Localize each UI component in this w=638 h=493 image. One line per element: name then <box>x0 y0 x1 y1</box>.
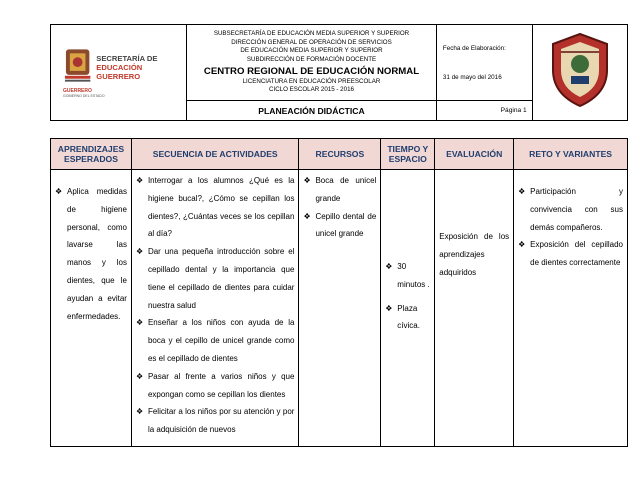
gov-line-3: DE EDUCACIÓN MEDIA SUPERIOR Y SUPERIOR <box>240 47 383 55</box>
page-number: Página 1 <box>436 101 532 121</box>
logo-text-line1: SECRETARÍA DE <box>96 53 158 63</box>
bullet-icon: ❖ <box>135 371 144 381</box>
table-header-row <box>51 139 628 170</box>
col-header-secuencia: SECUENCIA DE ACTIVIDADES <box>131 139 299 170</box>
bullet-icon: ❖ <box>303 211 311 221</box>
cell-tiempo <box>381 170 435 447</box>
planning-table <box>50 138 628 447</box>
guerrero-emblem-icon <box>63 47 92 87</box>
table-row <box>51 170 628 447</box>
cell-reto <box>514 170 628 447</box>
date-label: Fecha de Elaboración: <box>442 44 506 52</box>
recurso-1: Boca de unicel grande <box>315 176 377 203</box>
actividad-5: Felicitar a los niños por su atención y por la adquisición de nuevos <box>147 407 295 435</box>
program-name: LICENCIATURA EN EDUCACIÓN PREESCOLAR <box>242 77 381 85</box>
bullet-icon: ❖ <box>135 407 144 417</box>
institution-cell <box>187 25 437 101</box>
bullet-icon: ❖ <box>518 187 526 196</box>
col-header-aprendizajes: APRENDIZAJES ESPERADOS <box>51 139 132 170</box>
cell-aprendizajes <box>51 170 132 447</box>
document-header <box>50 24 628 121</box>
gov-line-1: SUBSECRETARÍA DE EDUCACIÓN MEDIA SUPERIOR Y SUPERIOR <box>213 30 410 38</box>
cell-recursos <box>299 170 381 447</box>
school-name: CENTRO REGIONAL DE EDUCACIÓN NORMAL <box>203 65 420 77</box>
reto-2: Exposición del cepillado de dientes correctamente <box>530 240 623 268</box>
cell-secuencia <box>131 170 299 447</box>
tiempo-2: Plaza cívica. <box>397 303 420 331</box>
bullet-icon: ❖ <box>518 240 526 250</box>
gov-line-4: SUBDIRECCIÓN DE FORMACIÓN DOCENTE <box>246 55 377 63</box>
bullet-icon: ❖ <box>135 176 144 185</box>
recurso-2: Cepillo dental de unicel grande <box>315 211 377 239</box>
bullet-icon: ❖ <box>55 187 63 196</box>
bullet-icon: ❖ <box>135 247 144 257</box>
col-header-reto: RETO Y VARIANTES <box>514 139 628 170</box>
aprendizaje-text: Aplica medidas de higiene personal, como lavarse las manos y los dientes, que le ayudan a evitar enfermedades. <box>67 187 127 321</box>
date-cell <box>436 25 532 101</box>
gov-line-2: DIRECCIÓN GENERAL DE OPERACIÓN DE SERVICIOS <box>231 38 392 46</box>
logo-caption2: GOBIERNO DEL ESTADO <box>63 94 105 98</box>
actividad-1: Interrogar a los alumnos ¿Qué es la higiene bucal?, ¿Cómo se cepillan los dientes?, ¿Cuántas veces se los cepillan al día? <box>147 176 295 239</box>
tiempo-1: 30 minutos . <box>397 262 430 289</box>
bullet-icon: ❖ <box>385 303 393 313</box>
logo-text-line2: EDUCACIÓN GUERRERO <box>96 62 143 81</box>
bullet-icon: ❖ <box>303 176 311 185</box>
school-cycle: CICLO ESCOLAR 2015 - 2016 <box>269 86 354 94</box>
actividad-4: Pasar al frente a varios niños y que expongan como se cepillan los dientes <box>147 371 295 399</box>
reto-1: Participación y convivencia con sus demás compañeros. <box>530 187 623 232</box>
actividad-3: Enseñar a los niños con ayuda de la boca y el cepillo de unicel grande como es el cepillado de dientes <box>147 318 295 363</box>
date-value: 31 de mayo del 2016 <box>442 73 502 81</box>
bullet-icon: ❖ <box>385 262 393 271</box>
col-header-recursos: RECURSOS <box>299 139 381 170</box>
col-header-tiempo: TIEMPO Y ESPACIO <box>381 139 435 170</box>
actividad-2: Dar una pequeña introducción sobre el cepillado dental y la importancia que tiene el cepillado de dientes para cuidar nuestra salud <box>147 247 295 310</box>
logo-caption: GUERRERO <box>63 88 92 94</box>
shield-cell <box>532 25 627 121</box>
evaluacion-text: Exposición de los aprendizajes adquiridos <box>439 232 510 277</box>
plan-title: PLANEACIÓN DIDÁCTICA <box>187 101 437 121</box>
col-header-evaluacion: EVALUACIÓN <box>435 139 514 170</box>
cell-evaluacion <box>435 170 514 447</box>
bullet-icon: ❖ <box>135 318 144 328</box>
school-shield-icon <box>549 32 611 108</box>
logo-cell <box>51 25 187 121</box>
